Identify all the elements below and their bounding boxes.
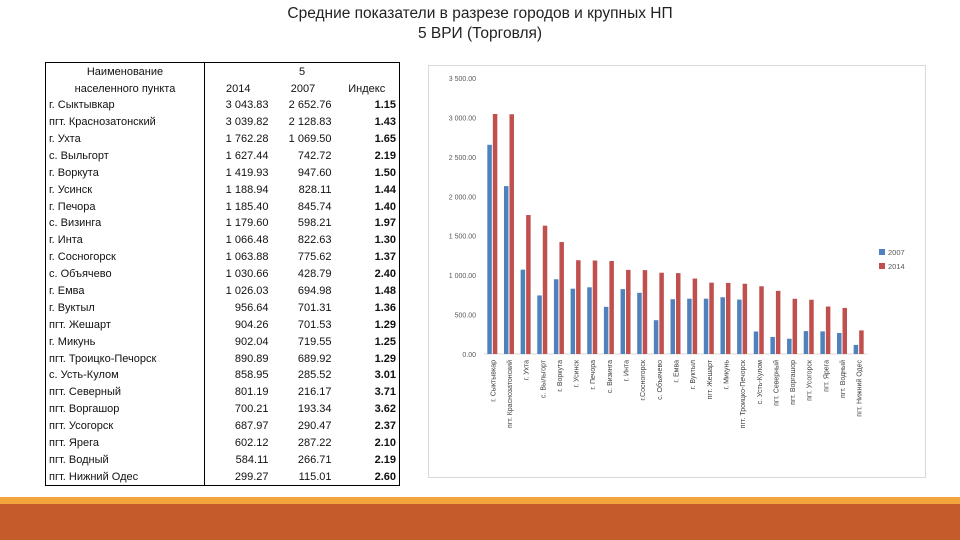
table-row — [46, 384, 400, 401]
cell-name: пгт. Усогорск — [46, 418, 205, 435]
bar-2007-0 — [487, 145, 492, 354]
bar-2014-8 — [626, 270, 631, 354]
cell-name: г. Емва — [46, 283, 205, 300]
cell-2014: 1 179.60 — [205, 215, 272, 232]
x-tick-label: пгт. Северный — [773, 360, 781, 406]
y-tick-label: 3 000.00 — [448, 115, 476, 123]
bar-2014-6 — [593, 261, 598, 354]
x-tick-label: г. Усинск — [573, 360, 581, 388]
y-tick-label: 3 500.00 — [448, 76, 476, 83]
cell-index: 1.48 — [335, 283, 400, 300]
bar-2014-0 — [493, 114, 498, 354]
cell-name: пгт. Краснозатонский — [46, 114, 205, 131]
x-tick-label: с. Выльгорт — [540, 360, 548, 399]
x-tick-label: г. Воркута — [556, 360, 564, 392]
cell-2007: 701.53 — [297, 318, 332, 331]
cell-index: 2.37 — [335, 418, 400, 435]
cell-2014: 1 762.28 — [205, 131, 272, 148]
legend-swatch-2007 — [879, 249, 885, 255]
x-tick-label: пгт. Троицко-Печорск — [740, 360, 748, 429]
bar-2014-9 — [643, 270, 648, 354]
bar-2014-17 — [776, 291, 781, 354]
header-2007: 2007 — [290, 82, 316, 95]
cell-index: 2.19 — [335, 451, 400, 468]
cell-name: пгт. Водный — [46, 451, 205, 468]
x-tick-label: пгт. Воргашор — [790, 360, 798, 405]
bar-2007-8 — [621, 289, 626, 354]
legend-label-2007: 2007 — [888, 248, 905, 257]
cell-2007: 689.92 — [297, 352, 332, 365]
cell-2014: 700.21 — [205, 401, 272, 418]
cell-name: с. Визинга — [46, 215, 205, 232]
cell-name: пгт. Нижний Одес — [46, 468, 205, 485]
bar-2007-12 — [687, 299, 692, 354]
data-table — [45, 62, 400, 486]
x-tick-label: пгт. Ярега — [823, 360, 831, 392]
cell-name: пгт. Жешарт — [46, 316, 205, 333]
bar-2014-14 — [726, 283, 731, 354]
header-index: Индекс — [335, 80, 400, 97]
table-row — [46, 333, 400, 350]
cell-2014: 858.95 — [205, 367, 272, 384]
bar-chart — [428, 65, 926, 478]
cell-index: 1.30 — [335, 232, 400, 249]
cell-index: 1.37 — [335, 249, 400, 266]
x-tick-label: с. Визинга — [606, 360, 614, 394]
cell-index: 1.36 — [335, 299, 400, 316]
table-row — [46, 232, 400, 249]
legend-label-2014: 2014 — [888, 262, 905, 271]
cell-2014: 1 185.40 — [205, 198, 272, 215]
cell-name: г. Сыктывкар — [46, 97, 205, 114]
cell-2007: 285.52 — [297, 369, 332, 382]
cell-index: 1.50 — [335, 164, 400, 181]
cell-2007: 828.11 — [298, 183, 332, 196]
bar-2014-7 — [609, 261, 614, 354]
cell-index: 2.10 — [335, 435, 400, 452]
cell-name: с. Усть-Кулом — [46, 367, 205, 384]
x-tick-label: г. Ухта — [523, 360, 531, 381]
cell-2007: 428.79 — [297, 268, 332, 281]
bar-2014-2 — [526, 215, 531, 354]
bar-2014-4 — [559, 242, 564, 354]
cell-2007: 216.17 — [297, 386, 332, 399]
bar-2014-5 — [576, 260, 581, 354]
cell-name: г. Инта — [46, 232, 205, 249]
x-tick-label: с. Усть-Кулом — [756, 360, 764, 405]
x-tick-label: г. Инта — [623, 360, 631, 382]
cell-2014: 1 026.03 — [205, 283, 272, 300]
x-tick-label: пгт. Нижний Одес — [856, 360, 864, 417]
table-row — [46, 283, 400, 300]
x-tick-label: пгт. Водный — [840, 360, 848, 398]
table-row — [46, 468, 400, 485]
header-name-line-1: Наименование — [46, 63, 205, 80]
y-tick-label: 1 000.00 — [448, 273, 476, 281]
bar-2014-11 — [676, 273, 681, 354]
table-row — [46, 266, 400, 283]
bar-2007-16 — [754, 331, 759, 354]
bar-2014-10 — [659, 273, 664, 354]
table-row — [46, 435, 400, 452]
cell-name: пгт. Северный — [46, 384, 205, 401]
cell-2007: 2 128.83 — [288, 116, 332, 129]
table-row — [46, 249, 400, 266]
cell-index: 2.60 — [335, 468, 400, 485]
table-row — [46, 451, 400, 468]
cell-2014: 299.27 — [205, 468, 272, 485]
bar-2014-19 — [809, 300, 814, 354]
cell-index: 1.25 — [335, 333, 400, 350]
cell-2014: 956.64 — [205, 299, 272, 316]
bar-2007-3 — [537, 295, 542, 354]
bar-2007-5 — [571, 289, 576, 354]
cell-index: 3.01 — [335, 367, 400, 384]
table-row — [46, 367, 400, 384]
cell-2014: 904.26 — [205, 316, 272, 333]
x-tick-label: пгт. Краснозатонский — [506, 360, 514, 428]
cell-2014: 801.19 — [205, 384, 272, 401]
y-tick-label: 1 500.00 — [448, 233, 476, 241]
cell-index: 3.71 — [335, 384, 400, 401]
cell-2007: 742.72 — [297, 149, 332, 162]
table-row — [46, 181, 400, 198]
bar-2007-14 — [720, 297, 725, 354]
footer-band — [0, 504, 960, 540]
cell-name: с. Объячево — [46, 266, 205, 283]
bar-2007-15 — [737, 300, 742, 354]
cell-name: пгт. Воргашор — [46, 401, 205, 418]
cell-index: 1.97 — [335, 215, 400, 232]
bar-2007-21 — [837, 333, 842, 354]
cell-2014: 1 419.93 — [205, 164, 272, 181]
cell-2007: 719.55 — [297, 335, 332, 348]
bar-2007-1 — [504, 186, 509, 354]
cell-name: г. Усинск — [46, 181, 205, 198]
bar-2014-16 — [759, 286, 764, 354]
table-row — [46, 147, 400, 164]
cell-2014: 1 030.66 — [205, 266, 272, 283]
cell-2014: 902.04 — [205, 333, 272, 350]
bar-2014-18 — [793, 299, 798, 354]
cell-name: г. Воркута — [46, 164, 205, 181]
title-line-1: Средние показатели в разрезе городов и крупных НП — [287, 5, 673, 22]
cell-2014: 1 066.48 — [205, 232, 272, 249]
cell-index: 1.29 — [335, 316, 400, 333]
x-tick-label: г.Сосногорск — [640, 360, 648, 401]
y-tick-label: 500.00 — [454, 312, 476, 320]
table-row — [46, 350, 400, 367]
cell-2007: 115.01 — [272, 468, 335, 485]
bar-2007-13 — [704, 299, 709, 354]
cell-2007: 775.62 — [297, 251, 332, 264]
cell-2007: 1 069.50 — [288, 133, 332, 145]
cell-2007: 694.98 — [297, 285, 332, 298]
cell-2014: 687.97 — [205, 418, 272, 435]
cell-2007: 598.21 — [297, 217, 332, 230]
bar-2007-10 — [654, 320, 659, 354]
cell-2007: 266.71 — [297, 453, 332, 466]
bar-2014-13 — [709, 283, 714, 354]
table-row — [46, 198, 400, 215]
cell-index: 1.43 — [335, 114, 400, 131]
bar-2014-1 — [509, 114, 513, 354]
header-group: 5 — [205, 63, 400, 80]
cell-2014: 890.89 — [205, 350, 272, 367]
table-row — [46, 215, 400, 232]
cell-2014: 1 063.88 — [205, 249, 272, 266]
cell-2014: 602.12 — [205, 435, 272, 452]
cell-index: 1.40 — [335, 198, 400, 215]
cell-name: пгт. Троицко-Печорск — [46, 350, 205, 367]
bar-2007-22 — [854, 345, 859, 354]
bar-2014-12 — [693, 279, 698, 354]
table-row — [46, 316, 400, 333]
x-tick-label: с. Объячево — [656, 360, 664, 400]
cell-name: г. Сосногорск — [46, 249, 205, 266]
x-tick-label: г. Сыктывкар — [490, 360, 498, 402]
y-tick-label: 2 000.00 — [448, 194, 476, 202]
cell-name: пгт. Ярега — [46, 435, 205, 452]
bar-2007-20 — [820, 331, 825, 354]
cell-name: г. Ухта — [46, 131, 205, 148]
bar-2014-21 — [843, 308, 848, 354]
cell-2007: 193.34 — [297, 403, 332, 416]
bar-2007-9 — [637, 293, 642, 354]
header-2014: 2014 — [205, 80, 272, 97]
table-row — [46, 299, 400, 316]
bar-2014-15 — [743, 284, 748, 354]
cell-2014: 3 043.83 — [205, 97, 272, 114]
table-row — [46, 401, 400, 418]
y-tick-label: 0.00 — [462, 352, 476, 359]
bar-2014-20 — [826, 307, 831, 354]
x-tick-label: г. Микунь — [723, 360, 731, 390]
table-row — [46, 97, 400, 114]
cell-index: 3.62 — [335, 401, 400, 418]
cell-2014: 584.11 — [205, 451, 272, 468]
bar-2007-6 — [587, 287, 592, 354]
header-name-line-2: населенного пункта — [46, 80, 205, 97]
x-tick-label: пгт. Жешарт — [706, 360, 714, 400]
cell-2007: 845.74 — [297, 200, 332, 213]
cell-index: 1.15 — [335, 97, 400, 114]
cell-2007: 2 652.76 — [288, 99, 332, 112]
cell-name: с. Выльгорт — [46, 147, 205, 164]
table-row — [46, 418, 400, 435]
cell-index: 2.19 — [335, 147, 400, 164]
bar-2014-3 — [543, 226, 548, 354]
cell-2007: 290.47 — [297, 420, 332, 433]
cell-2007: 287.22 — [297, 437, 332, 450]
slide-title — [180, 4, 780, 44]
legend-swatch-2014 — [879, 263, 885, 269]
x-tick-label: г. Емва — [673, 360, 681, 383]
cell-index: 2.40 — [335, 266, 400, 283]
x-tick-label: г. Вуктыл — [690, 360, 698, 390]
bar-2007-2 — [521, 270, 526, 354]
cell-index: 1.29 — [335, 350, 400, 367]
cell-2007: 822.63 — [297, 234, 332, 247]
cell-2014: 3 039.82 — [205, 114, 272, 131]
cell-name: г. Микунь — [46, 333, 205, 350]
y-tick-label: 2 500.00 — [448, 154, 476, 162]
x-tick-label: пгт. Усогорск — [806, 360, 814, 401]
footer-band-accent — [0, 497, 960, 504]
bar-2007-7 — [604, 307, 609, 354]
bar-2007-18 — [787, 339, 792, 354]
bar-2007-11 — [671, 299, 676, 354]
x-tick-label: г. Печора — [590, 360, 598, 390]
cell-name: г. Вуктыл — [46, 299, 205, 316]
title-line-2: 5 ВРИ (Торговля) — [417, 25, 543, 42]
cell-2014: 1 188.94 — [205, 181, 272, 198]
cell-index: 1.65 — [335, 131, 400, 148]
bar-2007-17 — [770, 337, 775, 354]
table-row — [46, 131, 400, 148]
cell-2007: 701.31 — [297, 301, 332, 314]
table-row — [46, 114, 400, 131]
cell-index: 1.44 — [335, 181, 400, 198]
cell-2007: 947.60 — [297, 166, 332, 179]
bar-2007-19 — [804, 331, 809, 354]
bar-2014-22 — [859, 330, 864, 354]
table-row — [46, 164, 400, 181]
bar-2007-4 — [554, 279, 559, 354]
bar-chart-svg — [429, 66, 927, 479]
cell-2014: 1 627.44 — [205, 147, 272, 164]
cell-name: г. Печора — [46, 198, 205, 215]
